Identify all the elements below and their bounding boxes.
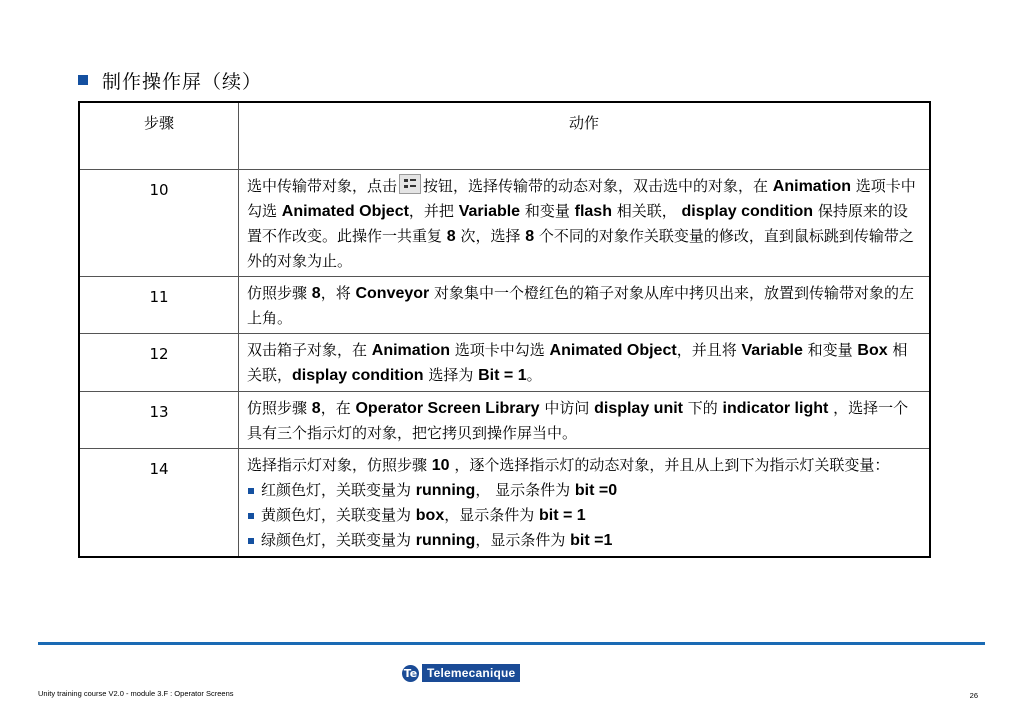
action-text: [247, 281, 921, 330]
text-run: 个不同的对象作关联变量的修改，直到鼠标跳到传输带之外的对象为止。: [247, 227, 914, 270]
bold-term: Variable: [741, 342, 803, 359]
steps-table: [78, 101, 931, 558]
page-title-row: [78, 68, 262, 92]
footer-divider: [38, 642, 985, 645]
step-number: 11: [79, 277, 239, 334]
bold-term: Operator Screen Library: [355, 400, 540, 417]
bold-term: indicator light: [722, 400, 829, 417]
list-item-text: [261, 503, 586, 528]
text-run: ，将: [320, 284, 356, 302]
header-step: 步骤: [79, 102, 239, 170]
bold-term: 8: [311, 400, 321, 417]
text-run: 红颜色灯，关联变量为: [261, 481, 416, 499]
text-run: 选择为: [423, 366, 479, 384]
step-action: [239, 392, 931, 449]
text-run: 中访问: [539, 399, 595, 417]
bold-term: Bit = 1: [478, 367, 527, 384]
bold-term: bit =1: [570, 532, 613, 549]
table-row: [79, 170, 930, 277]
table-row: [79, 392, 930, 449]
text-run: 按钮，选择传输带的动态对象，双击选中的对象，在: [423, 177, 773, 195]
bold-term: Variable: [458, 203, 521, 220]
page-title: 制作操作屏（续）: [102, 70, 263, 93]
text-run: ，显示条件为: [444, 506, 540, 524]
list-item: [247, 503, 921, 528]
header-action: 动作: [239, 102, 931, 170]
table-row: [79, 334, 930, 392]
text-run: 黄颜色灯，关联变量为: [261, 506, 416, 524]
brand-logo: [402, 664, 520, 682]
bold-term: running: [415, 482, 476, 499]
square-bullet-icon: [78, 75, 88, 85]
bold-term: Animation: [371, 342, 450, 359]
bold-term: display condition: [681, 203, 814, 220]
text-run: 双击箱子对象，在: [247, 341, 372, 359]
square-bullet-icon: [248, 538, 254, 544]
step-action: [239, 334, 931, 392]
text-run: ，并且将: [676, 341, 742, 359]
step-action: [239, 449, 931, 558]
step-number: 14: [79, 449, 239, 558]
table-header-row: [79, 102, 930, 170]
step-action: [239, 277, 931, 334]
step-number: 13: [79, 392, 239, 449]
text-run: 次，选择: [455, 227, 526, 245]
bold-term: Animated Object: [549, 342, 677, 359]
course-label: Unity training course V2.0 - module 3.F : Operator Screens: [38, 689, 234, 698]
text-run: 对象集中一个橙红色的箱子对象从库中拷贝出来，放置到传输带对象的左上角。: [247, 284, 915, 327]
list-item-text: [261, 528, 612, 553]
bold-term: display unit: [594, 400, 683, 417]
text-run: ，在: [320, 399, 356, 417]
action-text: [247, 453, 921, 478]
text-run: ，逐个选择指示灯的动态对象，并且从上到下为指示灯关联变量：: [449, 456, 890, 474]
text-run: 。: [526, 366, 542, 384]
text-run: 和变量: [520, 202, 575, 220]
bold-term: Conveyor: [355, 285, 430, 302]
step-action: [239, 170, 931, 277]
bold-term: box: [415, 507, 445, 524]
text-run: 保持原来的设置不作改变。此操作一共重复: [247, 202, 908, 245]
text-run: 仿照步骤: [247, 284, 312, 302]
text-run: 相关联，: [611, 202, 682, 220]
bold-term: 10: [431, 457, 450, 474]
text-run: 选项卡中勾选: [450, 341, 550, 359]
toolbar-button-icon: [399, 174, 421, 194]
bold-term: Animated Object: [281, 203, 409, 220]
bold-term: running: [415, 532, 476, 549]
step-number: 12: [79, 334, 239, 392]
text-run: ，显示条件为: [475, 531, 571, 549]
bold-term: flash: [574, 203, 612, 220]
list-item: [247, 528, 921, 553]
bold-term: 8: [446, 228, 456, 245]
table-row: [79, 277, 930, 334]
telemecanique-logo-icon: Te: [403, 666, 418, 680]
step-number: 10: [79, 170, 239, 277]
bold-term: bit =0: [574, 482, 618, 499]
bold-term: display condition: [292, 367, 424, 384]
bold-term: 8: [525, 228, 535, 245]
text-run: 选中传输带对象，点击: [247, 177, 398, 195]
text-run: ，并把: [408, 202, 459, 220]
text-run: 选择指示灯对象，仿照步骤: [247, 456, 432, 474]
page-number: 26: [969, 691, 978, 700]
text-run: 下的: [683, 399, 723, 417]
text-run: 和变量: [802, 341, 858, 359]
bold-term: 8: [311, 285, 321, 302]
text-run: 绿颜色灯，关联变量为: [261, 531, 416, 549]
list-item-text: [261, 478, 617, 503]
text-run: ， 显示条件为: [475, 481, 575, 499]
text-run: ，选择一个具有三个指示灯的对象，把它拷贝到操作屏当中。: [247, 399, 909, 442]
brand-name: Telemecanique: [422, 664, 520, 682]
action-text: [247, 338, 921, 388]
bold-term: bit = 1: [539, 507, 586, 524]
square-bullet-icon: [248, 488, 254, 494]
text-run: 选项卡中勾选: [247, 177, 916, 220]
table-row: [79, 449, 930, 558]
text-run: 仿照步骤: [247, 399, 312, 417]
bold-term: Animation: [772, 178, 852, 195]
square-bullet-icon: [248, 513, 254, 519]
action-text: [247, 396, 921, 445]
text-run: 相关联，: [247, 341, 908, 384]
list-item: [247, 478, 921, 503]
bold-term: Box: [857, 342, 888, 359]
action-text: [247, 174, 921, 273]
